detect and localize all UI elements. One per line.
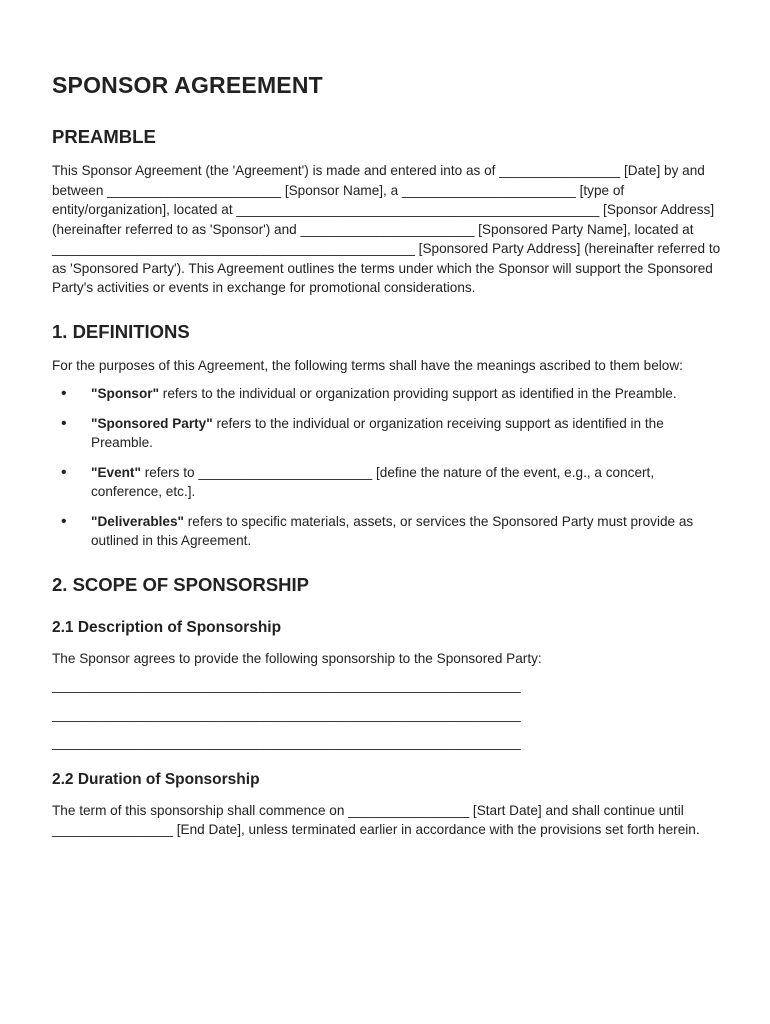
scope-heading: 2. SCOPE OF SPONSORSHIP <box>52 573 310 595</box>
definition-text: refers to _______________________ [define the nature of the event, e.g., a concert, conference, etc.]. <box>91 464 655 499</box>
blank-line: ______________________________________________________________ <box>52 706 521 722</box>
definition-text: refers to the individual or organization receiving support as identified in the Preamble. <box>91 415 664 450</box>
description-heading: 2.1 Description of Sponsorship <box>52 618 282 636</box>
definitions-list <box>52 384 722 551</box>
definitions-heading: 1. DEFINITIONS <box>52 320 190 342</box>
blank-line: ______________________________________________________________ <box>52 735 521 750</box>
document-title: SPONSOR AGREEMENT <box>52 72 323 98</box>
bullet-icon: • <box>61 414 67 432</box>
definition-term: "Deliverables" <box>91 513 184 529</box>
blank-line: ______________________________________________________________ <box>52 678 521 693</box>
definition-term: "Sponsored Party" <box>91 415 213 431</box>
definition-text: refers to the individual or organization providing support as identified in the Preamble. <box>159 386 677 401</box>
definition-item-deliverables <box>52 512 722 551</box>
definitions-intro: For the purposes of this Agreement, the following terms shall have the meanings ascribed to them below: <box>52 357 683 373</box>
preamble-text: This Sponsor Agreement (the 'Agreement') is made and entered into as of ________________ [Date] by and between _______________________ [Sponsor Name], a _______________________ [type of entity/organization], located at ________________________________________________ [Sponsor Address] (hereinafter referred to as 'Sponsor') and _______________________ [Sponsored Party Name], located at ________________________________________________ [Sponsored Party Address] (hereinafter referred to as 'Sponsored Party'). This Agreement outlines the terms under which the Sponsor will support the Sponsored Party's activities or events in exchange for promotional considerations. <box>52 163 721 295</box>
definition-text: refers to specific materials, assets, or services the Sponsored Party must provide as outlined in this Agreement. <box>91 513 694 548</box>
document-page <box>52 70 722 840</box>
bullet-icon: • <box>61 463 67 481</box>
definition-item-sponsor <box>52 384 722 404</box>
bullet-icon: • <box>61 512 67 530</box>
definition-item-event <box>52 463 722 502</box>
definition-item-sponsored-party <box>52 414 722 453</box>
bullet-icon: • <box>61 385 67 402</box>
duration-text: The term of this sponsorship shall commence on ________________ [Start Date] and shall continue until ________________ [End Date], unless terminated earlier in accordance with the provisions set forth herein. <box>52 802 700 837</box>
preamble-heading: PREAMBLE <box>52 126 156 147</box>
definition-term: "Sponsor" <box>91 386 160 401</box>
duration-heading: 2.2 Duration of Sponsorship <box>52 770 260 788</box>
definition-term: "Event" <box>91 464 141 480</box>
description-text: The Sponsor agrees to provide the following sponsorship to the Sponsored Party: <box>52 650 542 666</box>
